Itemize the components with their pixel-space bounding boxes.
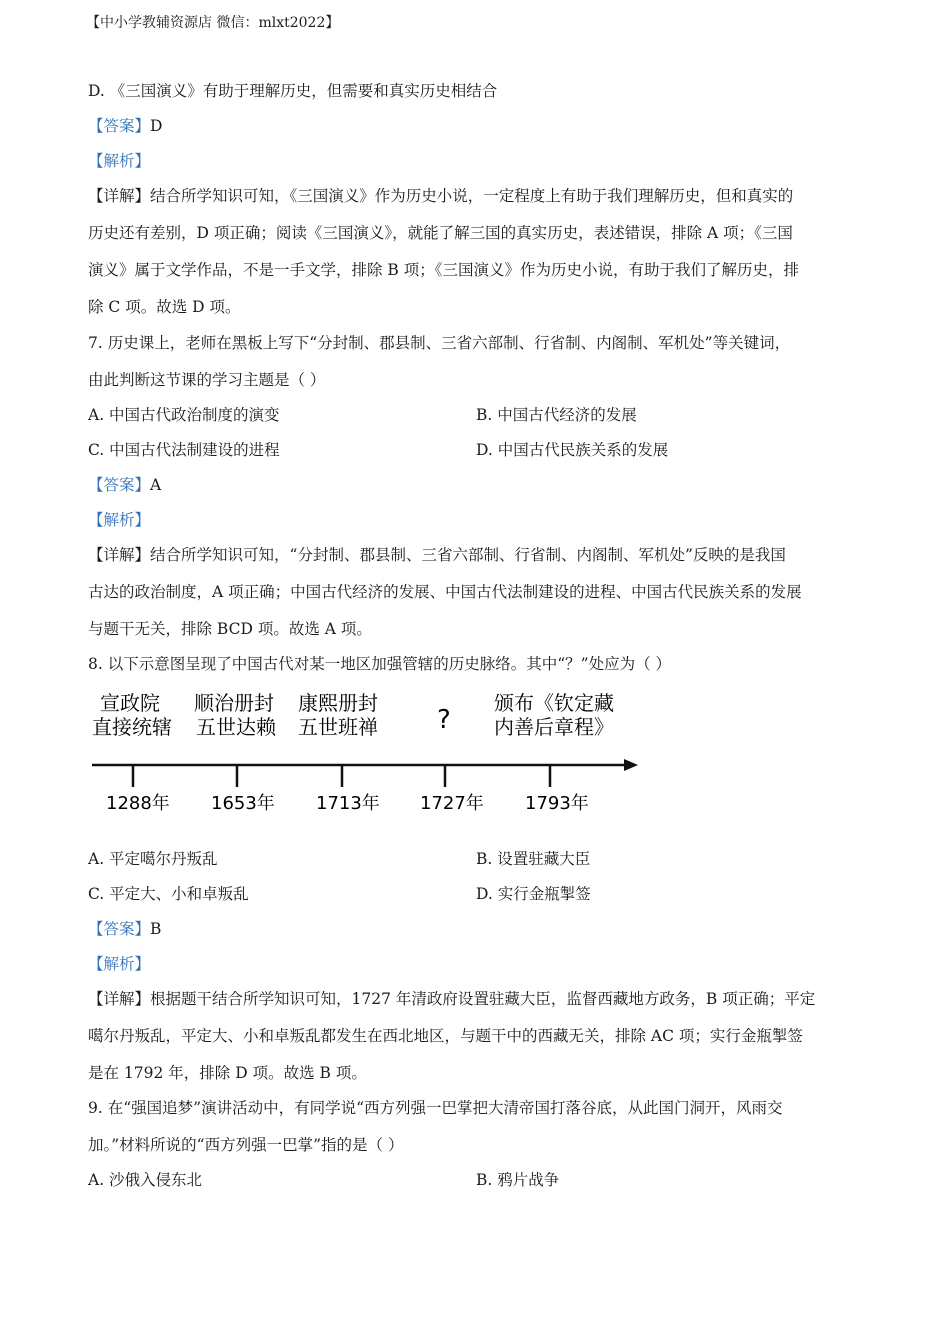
year-label: 1793年 (525, 793, 589, 814)
page-header: 【中小学教辅资源店 微信：mlxt2022】 (86, 15, 340, 31)
q7-stem: 由此判断这节课的学习主题是（ ） (88, 371, 326, 389)
q8-detail-line: 是在 1792 年，排除 D 项。故选 B 项。 (88, 1064, 367, 1082)
q9-option-a: A. 沙俄入侵东北 (88, 1171, 203, 1189)
q8-detail-line: 噶尔丹叛乱，平定大、小和卓叛乱都发生在西北地区，与题干中的西藏无关，排除 AC 项；实行金瓶掣签 (88, 1027, 803, 1045)
q8-option-d: D. 实行金瓶掣签 (476, 885, 591, 903)
timeline-diagram (88, 688, 648, 823)
q9-stem: 9. 在“强国追梦”演讲活动中，有同学说“西方列强一巴掌把大清帝国打落谷底，从此国门洞开，风雨交 (88, 1099, 783, 1117)
year-label: 1653年 (211, 793, 275, 814)
q9-option-b: B. 鸦片战争 (476, 1171, 560, 1189)
answer-value: B (150, 920, 162, 938)
event-label: 颁布《钦定藏 (494, 691, 614, 715)
q7-analysis-tag: 【解析】 (88, 511, 151, 529)
q8-detail-line: 【详解】根据题干结合所学知识可知，1727 年清政府设置驻藏大臣，监督西藏地方政务，B 项正确；平定 (88, 990, 816, 1008)
answer-tag: 【答案】 (88, 476, 151, 494)
detail-tag: 【详解】 (88, 546, 151, 564)
q6-analysis-tag: 【解析】 (88, 152, 151, 170)
q8-analysis-tag: 【解析】 (88, 955, 151, 973)
q6-detail-line: 除 C 项。故选 D 项。 (88, 298, 241, 316)
answer-tag: 【答案】 (88, 117, 151, 135)
event-label: 内善后章程》 (494, 715, 614, 739)
q7-detail-line: 【详解】结合所学知识可知，“分封制、郡县制、三省六部制、行省制、内阁制、军机处”反映的是我国 (88, 546, 786, 564)
detail-tag: 【详解】 (88, 990, 151, 1008)
detail-tag: 【详解】 (88, 187, 151, 205)
event-label: 顺治册封 (194, 691, 274, 715)
q8-option-a: A. 平定噶尔丹叛乱 (88, 850, 218, 868)
q7-stem: 7. 历史课上，老师在黑板上写下“分封制、郡县制、三省六部制、行省制、内阁制、军机处”等关键词， (88, 334, 791, 352)
q7-answer (88, 475, 161, 495)
q7-detail-line: 古达的政治制度，A 项正确；中国古代经济的发展、中国古代法制建设的进程、中国古代民族关系的发展 (88, 583, 802, 601)
event-label: 宣政院 (100, 691, 160, 715)
answer-value: A (150, 476, 162, 494)
q7-option-a: A. 中国古代政治制度的演变 (88, 406, 280, 424)
year-label: 1727年 (420, 793, 484, 814)
event-label: 五世达赖 (196, 715, 276, 739)
q7-detail-line: 与题干无关，排除 BCD 项。故选 A 项。 (88, 620, 372, 638)
q8-option-c: C. 平定大、小和卓叛乱 (88, 885, 249, 903)
q8-answer (88, 919, 161, 939)
year-label: 1713年 (316, 793, 380, 814)
arrow-head-icon (624, 759, 638, 771)
q6-option-d: D. 《三国演义》有助于理解历史，但需要和真实历史相结合 (88, 82, 498, 100)
q8-stem: 8. 以下示意图呈现了中国古代对某一地区加强管辖的历史脉络。其中“？”处应为（ ） (88, 655, 671, 673)
timeline-svg (88, 688, 648, 823)
question-mark-label: ? (437, 705, 451, 735)
q6-detail-line: 演义》属于文学作品，不是一手文学，排除 B 项；《三国演义》作为历史小说，有助于我们了解历史，排 (88, 261, 799, 279)
answer-tag: 【答案】 (88, 920, 151, 938)
q6-detail-line: 历史还有差别，D 项正确；阅读《三国演义》，就能了解三国的真实历史，表述错误，排除 A 项；《三国 (88, 224, 793, 242)
q6-answer (88, 116, 162, 136)
answer-value: D (150, 117, 163, 135)
event-label: 五世班禅 (298, 715, 378, 739)
q9-stem: 加。”材料所说的“西方列强一巴掌”指的是（ ） (88, 1136, 404, 1154)
q7-option-d: D. 中国古代民族关系的发展 (476, 441, 669, 459)
year-label: 1288年 (106, 793, 170, 814)
q7-option-b: B. 中国古代经济的发展 (476, 406, 637, 424)
event-label: 康熙册封 (298, 691, 378, 715)
q7-option-c: C. 中国古代法制建设的进程 (88, 441, 280, 459)
q8-option-b: B. 设置驻藏大臣 (476, 850, 591, 868)
event-label: 直接统辖 (92, 715, 172, 739)
q6-detail-line: 【详解】结合所学知识可知，《三国演义》作为历史小说，一定程度上有助于我们理解历史，但和真实的 (88, 187, 794, 205)
